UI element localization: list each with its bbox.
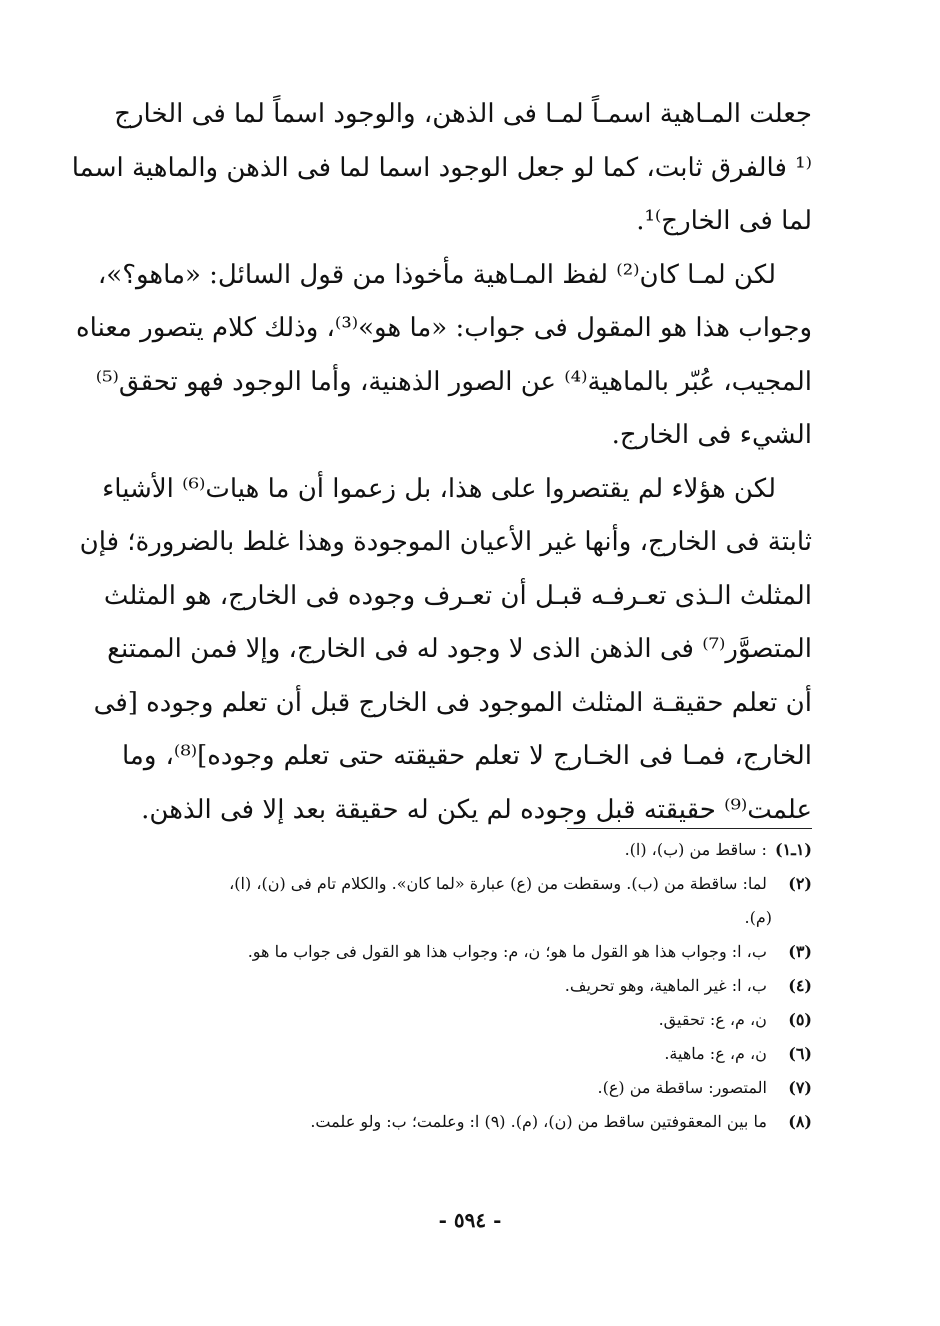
page-number: - ٥٩٤ - [438, 1208, 502, 1232]
footnote [112, 874, 812, 908]
text-line: الخارج، فمـا فى الخـارج لا تعلم حقيقته حتى تعلم وجوده]⁽⁸⁾، وما [122, 741, 812, 771]
text-line: المجيب، عُبّر بالماهية⁽⁴⁾ عن الصور الذهنية، وأما الوجود فهو تحقق⁽⁵⁾ [95, 366, 812, 397]
footnote-number: (١ـ١) [774, 840, 812, 859]
text-line: أن تعلم حقيقـة المثلث الموجود فى الخارج قبل أن تعلم وجوده [فى [93, 687, 812, 718]
text-line: ⁽¹ فالفرق ثابت، كما لو جعل الوجود اسما لما فى الذهن والماهية اسما [71, 152, 812, 183]
text-line: جعلت المـاهية اسمـاً لمـا فى الذهن، والوجود اسماً لما فى الخارج [114, 99, 812, 129]
text-line: لكن هؤلاء لم يقتصروا على هذا، بل زعموا أن ما هيات⁽⁶⁾ الأشياء [102, 473, 776, 504]
footnote-text: ما بين المعقوفتين ساقط من (ن)، (م). (٩) ا: وعلمت؛ ب: ولو علمت. [310, 1112, 767, 1131]
footnote [112, 1078, 812, 1112]
footnote-text: : ساقط من (ب)، (ا). [624, 840, 767, 859]
footnote-number: (٦) [788, 1044, 812, 1063]
text-line: لما فى الخارج⁾¹. [636, 206, 812, 236]
footnote-text: (م). [744, 908, 772, 927]
text-line: المثلث الـذى تعـرفـه قبـل أن تعـرف وجوده فى الخارج، هو المثلث [103, 580, 812, 611]
footnote [112, 840, 812, 874]
text-line: المتصوَّر⁽⁷⁾ فى الذهن الذى لا وجود له فى الخارج، وإلا فمن الممتنع [107, 634, 812, 664]
footnote-text: لما: ساقطة من (ب). وسقطت من (ع) عبارة «لما كان». والكلام تام فى (ن)، (ا)، [229, 874, 767, 893]
main-text-block [71, 88, 812, 837]
footnote-number: (٨) [788, 1112, 812, 1131]
footnote [112, 1010, 812, 1044]
footnote-text: ب، ا: غير الماهية، وهو تحريف. [564, 976, 767, 995]
text-line: وجواب هذا هو المقول فى جواب: «ما هو»⁽³⁾، وذلك كلام يتصور معناه [76, 313, 812, 343]
text-line: لكن لمـا كان⁽²⁾ لفظ المـاهية مأخوذا من قول السائل: «ماهو؟»، [97, 259, 776, 290]
footnote-number: (٣) [788, 942, 812, 961]
footnote [112, 976, 812, 1010]
footnote [112, 1112, 812, 1146]
footnote-text: ن، م، ع: تحقيق. [658, 1010, 767, 1029]
footnote-number: (٥) [788, 1010, 812, 1029]
text-line: الشيء فى الخارج. [611, 420, 812, 450]
footnote-text: ن، م، ع: ماهية. [664, 1044, 767, 1063]
footnote-divider [567, 828, 812, 829]
footnote-continuation [112, 908, 812, 942]
footnote-text: ب، ا: وجواب هذا هو القول ما هو؛ ن، م: وجواب هذا هو القول فى جواب ما هو. [247, 942, 767, 961]
footnote-number: (٧) [788, 1078, 812, 1097]
text-line: علمت⁽⁹⁾ حقيقته قبل وجوده لم يكن له حقيقة بعد إلا فى الذهن. [141, 794, 812, 825]
footnote [112, 942, 812, 976]
footnote-number: (٤) [788, 976, 812, 995]
footnotes-block [112, 840, 812, 1146]
footnote-text: المتصور: ساقطة من (ع). [597, 1078, 767, 1097]
footnote-number: (٢) [788, 874, 812, 893]
text-line: ثابتة فى الخارج، وأنها غير الأعيان الموجودة وهذا غلط بالضرورة؛ فإن [79, 527, 812, 557]
footnote [112, 1044, 812, 1078]
